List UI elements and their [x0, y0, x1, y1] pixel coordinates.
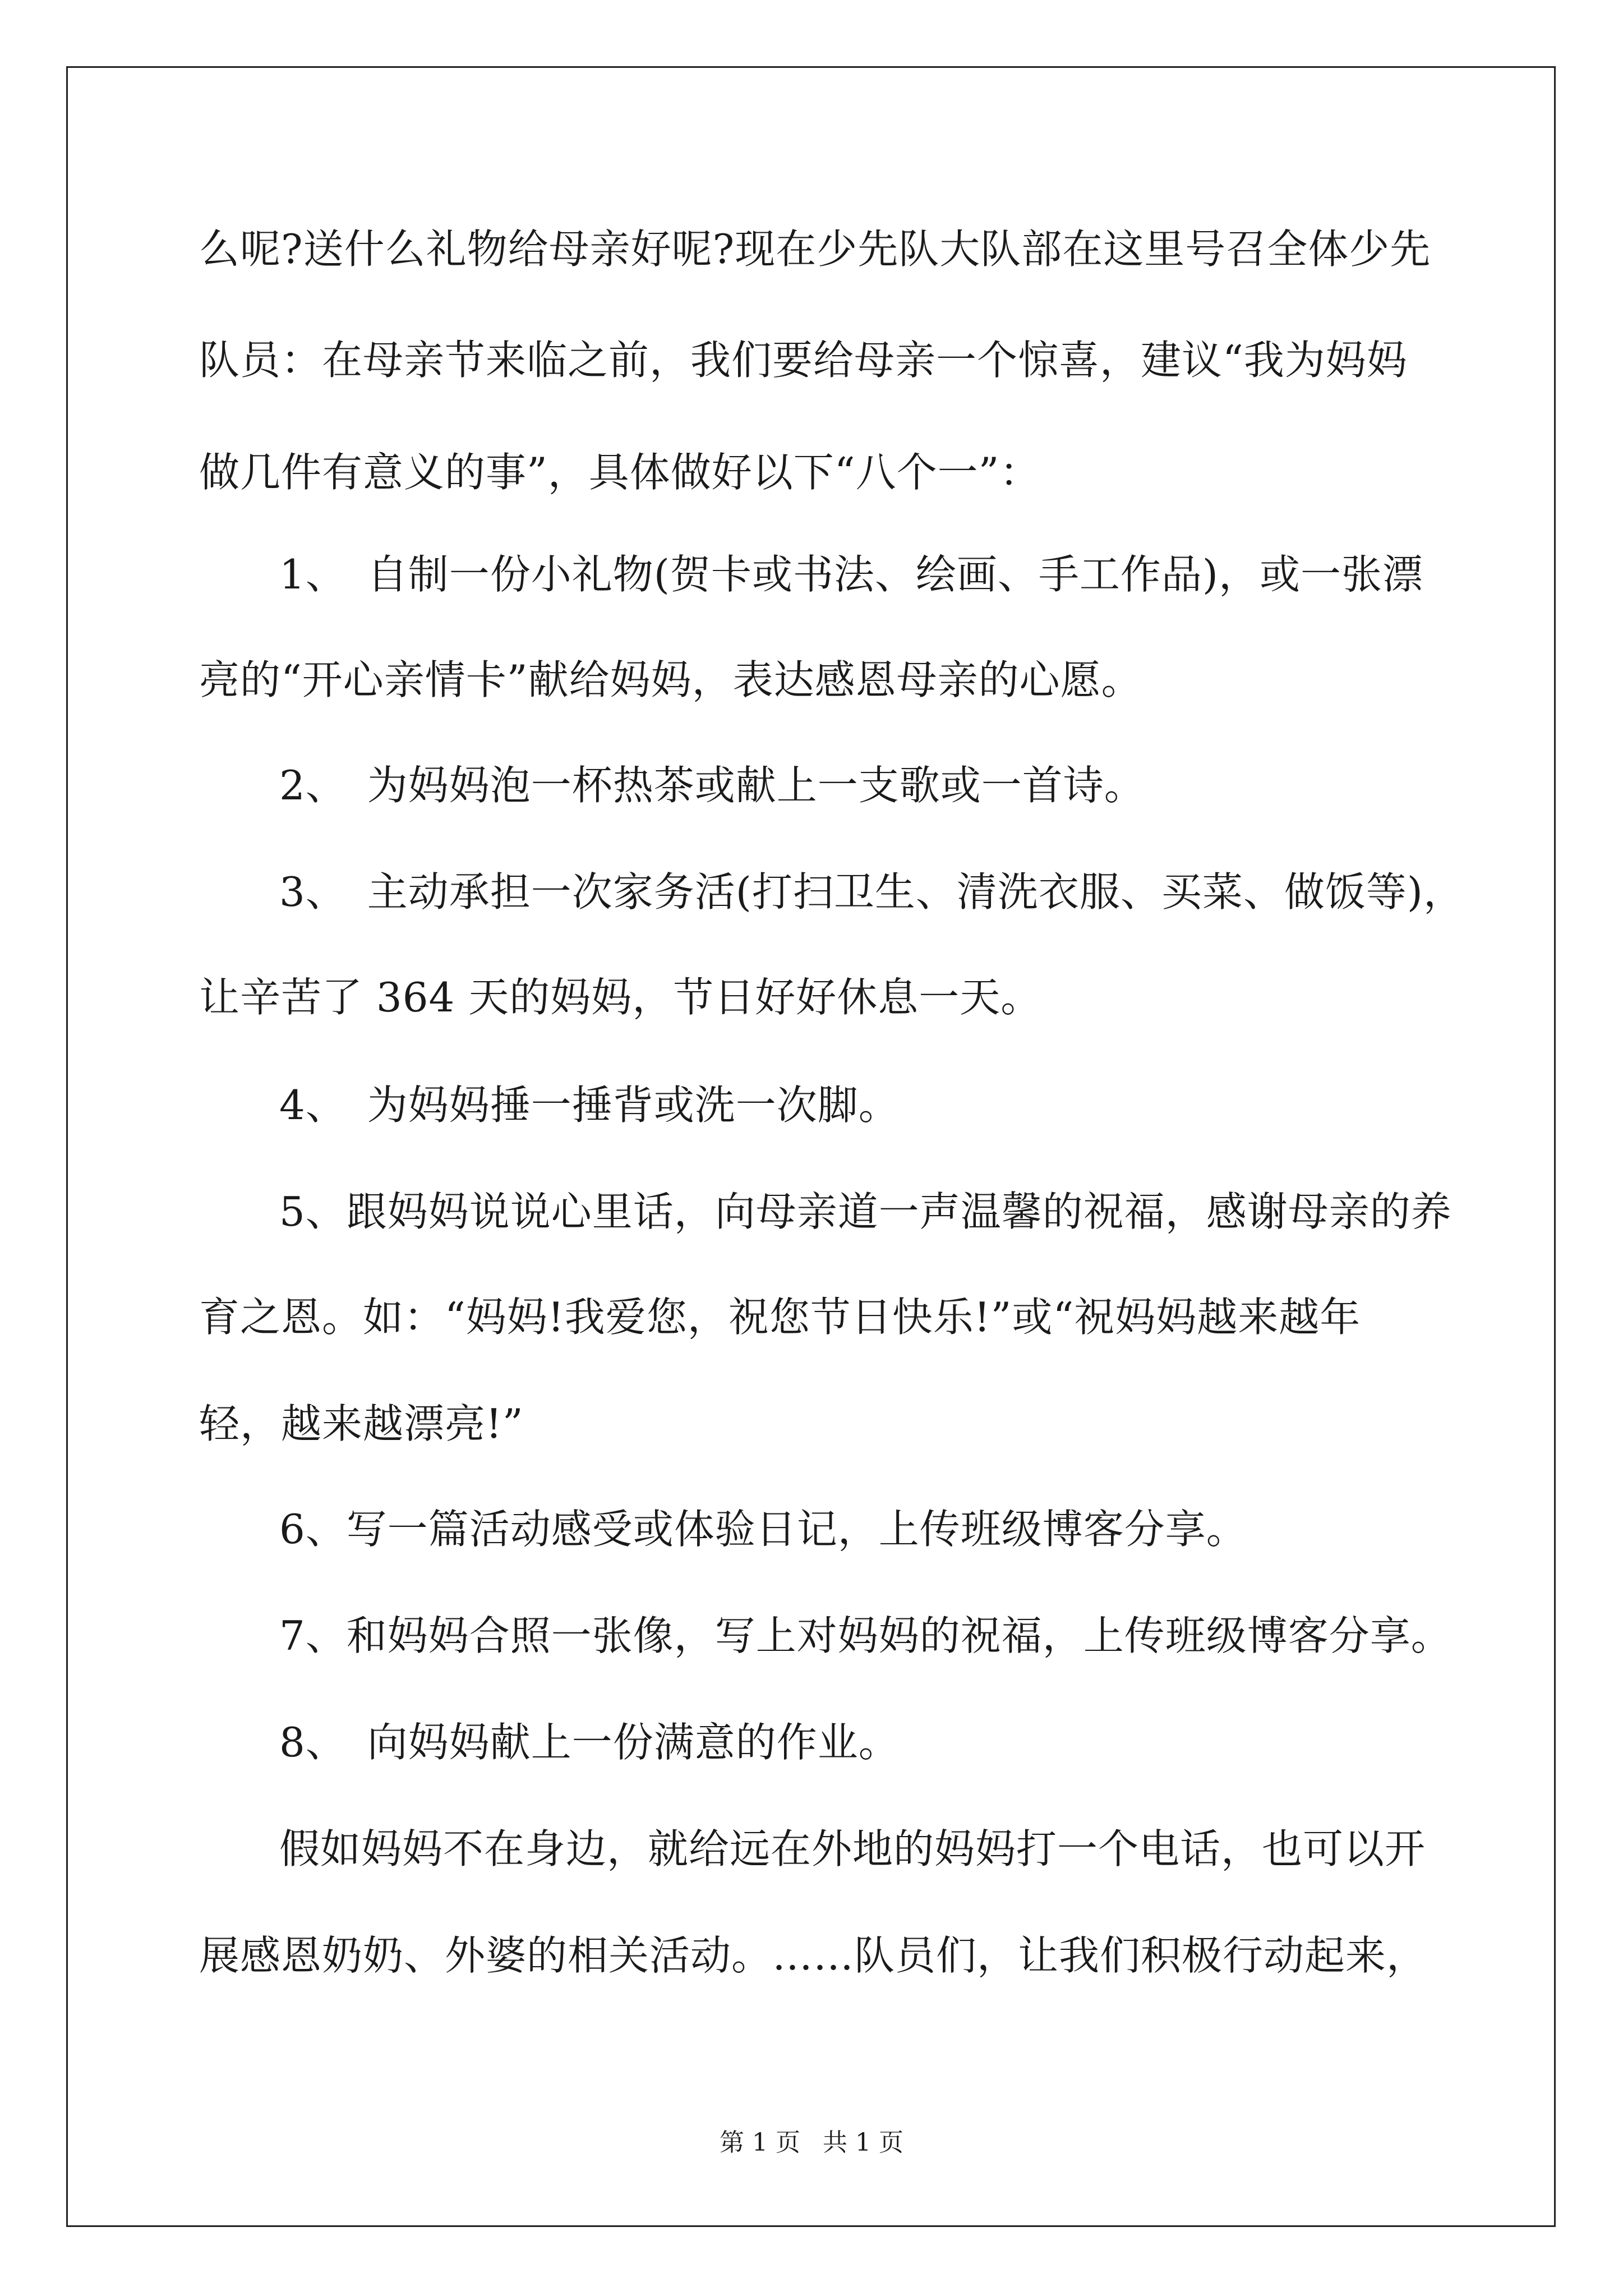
page-number-current: 第 1 页	[720, 2128, 800, 2157]
text-line: 展感恩奶奶、外婆的相关活动。……队员们，让我们积极行动起来，	[199, 1932, 1428, 1979]
text-line: 4、 为妈妈捶一捶背或洗一次脚。	[279, 1082, 900, 1129]
page-number-total: 共 1 页	[823, 2128, 903, 2157]
text-line: 7、和妈妈合照一张像，写上对妈妈的祝福，上传班级博客分享。	[279, 1612, 1452, 1659]
text-line: 么呢?送什么礼物给母亲好呢?现在少先队大队部在这里号召全体少先	[199, 226, 1431, 273]
text-line: 队员：在母亲节来临之前，我们要给母亲一个惊喜，建议“我为妈妈	[199, 337, 1408, 384]
page-frame	[66, 66, 1556, 2227]
page-footer	[0, 2128, 1623, 2157]
text-line: 育之恩。如：“妈妈!我爱您，祝您节日快乐!”或“祝妈妈越来越年	[199, 1294, 1361, 1341]
text-line: 3、 主动承担一次家务活(打扫卫生、清洗衣服、买菜、做饭等)，	[279, 868, 1464, 915]
text-line: 2、 为妈妈泡一杯热茶或献上一支歌或一首诗。	[279, 762, 1145, 809]
text-line: 6、写一篇活动感受或体验日记，上传班级博客分享。	[279, 1506, 1247, 1553]
text-line: 假如妈妈不在身边，就给远在外地的妈妈打一个电话，也可以开	[279, 1825, 1426, 1872]
text-line: 5、跟妈妈说说心里话，向母亲道一声温馨的祝福，感谢母亲的养	[279, 1188, 1452, 1235]
text-line: 1、 自制一份小礼物(贺卡或书法、绘画、手工作品)，或一张漂	[279, 551, 1423, 598]
text-line: 轻，越来越漂亮!”	[199, 1400, 524, 1447]
text-line: 让辛苦了 364 天的妈妈，节日好好休息一天。	[199, 974, 1042, 1021]
text-line: 亮的“开心亲情卡”献给妈妈，表达感恩母亲的心愿。	[199, 656, 1142, 703]
text-line: 做几件有意义的事”，具体做好以下“八个一”：	[199, 449, 1041, 496]
text-line: 8、 向妈妈献上一份满意的作业。	[279, 1719, 900, 1766]
